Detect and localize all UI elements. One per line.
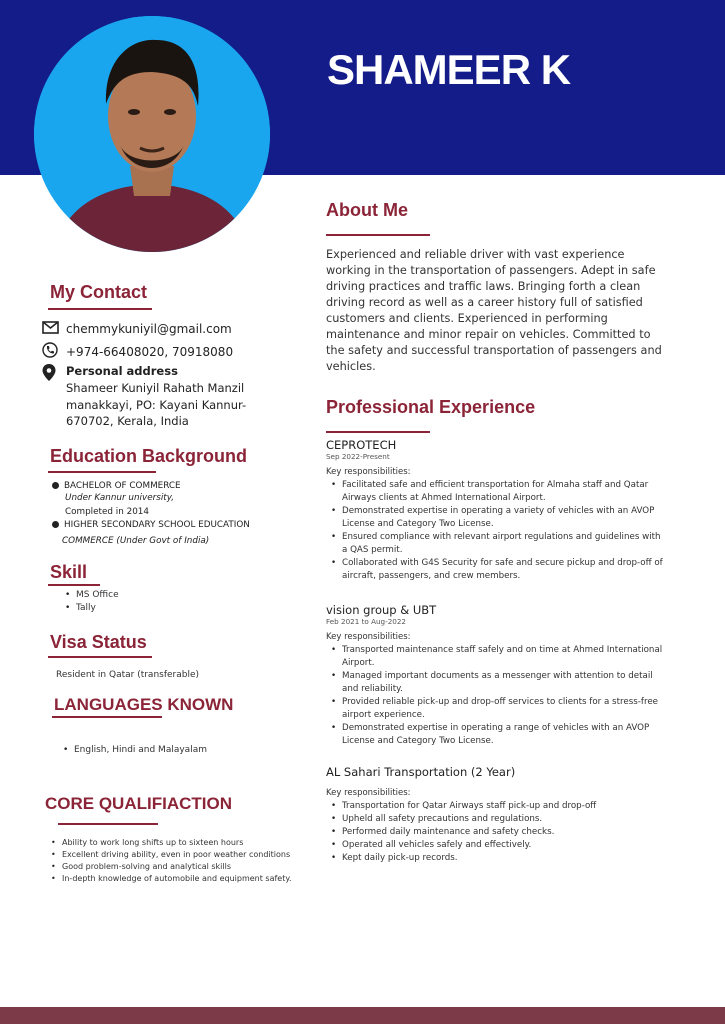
list-item: • Transportation for Qatar Airways staff pick-up and drop-off (326, 800, 666, 813)
list-item: • Operated all vehicles safely and effectively. (326, 839, 666, 852)
list-item: • Managed important documents as a messenger with attention to detail and reliability. (326, 670, 666, 696)
list-item: • Ensured compliance with relevant airport regulations and guidelines with a QAS permit. (326, 531, 666, 557)
location-pin-icon (42, 364, 60, 384)
list-item: • Good problem-solving and analytical skills (46, 861, 292, 873)
education-degree: BACHELOR OF COMMERCE (64, 481, 181, 491)
education-title: Education Background (50, 446, 248, 466)
languages-list (58, 744, 207, 757)
core-rule (58, 823, 158, 825)
list-item: • English, Hindi and Malayalam (58, 744, 207, 757)
bullet-icon (52, 482, 59, 489)
job-entry (326, 765, 666, 865)
job-dates: Feb 2021 to Aug-2022 (326, 617, 407, 626)
job-company: vision group & UBT (326, 603, 437, 617)
about-text: Experienced and reliable driver with vast experience working in the transportation of passengers. Adept in safe driving practices and traffic laws. Bringing forth a clean driving record as well as a career history full of satisfied customers and clients. Experienced in performing maintenance and minor repair on vehicles. Committed to the safety and successful transportation of passengers and vehicles. (326, 248, 662, 373)
address-text: Shameer Kuniyil Rahath Manzil manakkayi, PO: Kayani Kannur- 670702, Kerala, India (66, 381, 247, 428)
list-item: • MS Office (60, 589, 119, 602)
education-rule (48, 471, 156, 473)
list-item: • Transported maintenance staff safely and on time at Ahmed International Airport. (326, 644, 666, 670)
list-item: • Tally (60, 602, 119, 615)
education-degree: HIGHER SECONDARY SCHOOL EDUCATION (64, 520, 250, 530)
job-list (326, 644, 666, 748)
languages-title: LANGUAGES KNOWN (54, 695, 234, 714)
job-list (326, 800, 666, 865)
experience-title: Professional Experience (326, 397, 536, 417)
candidate-name: SHAMEER K (327, 46, 571, 93)
visa-title: Visa Status (50, 632, 147, 652)
skill-title: Skill (50, 562, 88, 582)
about-rule (326, 234, 430, 236)
job-label: Key responsibilities: (326, 788, 411, 798)
job-dates: Sep 2022-Present (326, 452, 390, 461)
bullet-icon (52, 521, 59, 528)
education-detail: Under Kannur university, (65, 493, 175, 503)
email-text[interactable]: chemmykuniyil@gmail.com (66, 322, 232, 336)
list-item: • Kept daily pick-up records. (326, 852, 666, 865)
core-list (46, 837, 292, 885)
visa-rule (48, 656, 152, 658)
job-label: Key responsibilities: (326, 632, 411, 642)
education-item (52, 519, 250, 532)
job-entry (326, 438, 666, 583)
phone-text[interactable]: +974-66408020, 70918080 (66, 344, 234, 359)
email-row (42, 321, 232, 337)
list-item: • Collaborated with G4S Security for safe and secure pickup and drop-off of aircraft, passengers, and crew members. (326, 557, 666, 583)
footer-bar (0, 1007, 725, 1024)
list-item: • Provided reliable pick-up and drop-off services to clients for a stress-free airport experience. (326, 696, 666, 722)
list-item: • Ability to work long shifts up to sixteen hours (46, 837, 292, 849)
education-detail: Completed in 2014 (65, 507, 149, 517)
visa-text: Resident in Qatar (transferable) (56, 670, 200, 680)
phone-icon (42, 342, 60, 361)
about-title: About Me (326, 200, 408, 220)
skill-list (60, 589, 119, 615)
job-company: CEPROTECH (326, 438, 397, 452)
envelope-icon (42, 321, 60, 337)
list-item: • Demonstrated expertise in operating a range of vehicles with an AVOP License and Category Two License. (326, 722, 666, 748)
experience-rule (326, 431, 430, 433)
skill-rule (48, 584, 100, 586)
contact-title: My Contact (50, 282, 148, 302)
job-entry (326, 603, 666, 748)
languages-rule (52, 716, 162, 718)
job-list (326, 479, 666, 583)
job-label: Key responsibilities: (326, 467, 411, 477)
phone-row (42, 342, 233, 361)
contact-rule (48, 308, 152, 310)
profile-photo (34, 16, 270, 252)
address-label: Personal address (66, 364, 178, 378)
list-item: • Demonstrated expertise in operating a variety of vehicles with an AVOP License and Category Two License. (326, 505, 666, 531)
job-company: AL Sahari Transportation (2 Year) (326, 765, 516, 779)
list-item: • Performed daily maintenance and safety checks. (326, 826, 666, 839)
list-item: • Facilitated safe and efficient transportation for Almaha staff and Qatar Airways clients at Ahmed International Airport. (326, 479, 666, 505)
list-item: • Upheld all safety precautions and regulations. (326, 813, 666, 826)
education-detail: COMMERCE (Under Govt of India) (62, 536, 210, 546)
list-item: • In-depth knowledge of automobile and equipment safety. (46, 873, 292, 885)
list-item: • Excellent driving ability, even in poor weather conditions (46, 849, 292, 861)
core-title: CORE QUALIFIACTION (45, 794, 232, 813)
